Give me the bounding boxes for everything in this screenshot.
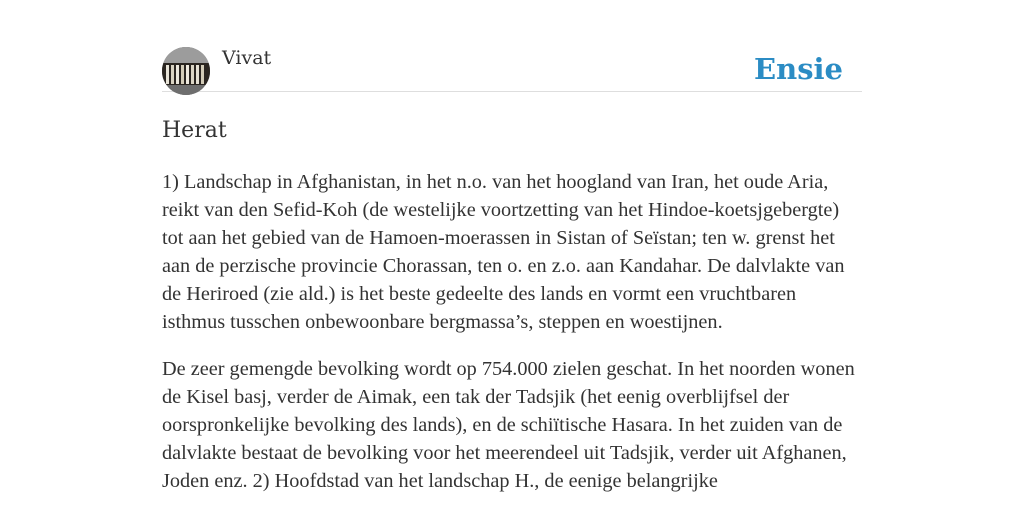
article-body bbox=[162, 168, 862, 512]
paragraph: De zeer gemengde bevolking wordt op 754.000 zielen geschat. In het noorden wonen de Kisel basj, verder de Aimak, een tak der Tadsjik (het eenig overblijfsel der oorspronkelijke bevolking des lands), en de schiïtische Hasara. In het zuiden van de dalvlakte bestaat de bevolking voor het meerendeel uit Tadsjik, verder uit Afghanen, Joden enz. 2) Hoofdstad van het landschap H., de eenige belangrijke bbox=[162, 358, 855, 492]
source-name[interactable]: Vivat bbox=[222, 47, 272, 69]
header bbox=[162, 46, 862, 92]
book-spines-icon bbox=[162, 47, 210, 95]
brand-logo[interactable]: Ensie bbox=[754, 52, 843, 86]
avatar[interactable] bbox=[162, 47, 210, 95]
page-title: Herat bbox=[162, 118, 227, 143]
paragraph: 1) Landschap in Afghanistan, in het n.o. van het hoogland van Iran, het oude Aria, reikt van den Sefid-Koh (de westelijke voortzetting van het Hindoe-koetsjgebergte) tot aan het gebied van de Hamoen-moerassen in Sistan of Seïstan; ten w. grenst het aan de perzische provincie Chorassan, ten o. en z.o. aan Kandahar. De dalvlakte van de Heriroed (zie ald.) is het beste gedeelte des lands en vormt een vruchtbaren isthmus tusschen onbewoonbare bergmassa’s, steppen en woestijnen. bbox=[162, 171, 845, 333]
